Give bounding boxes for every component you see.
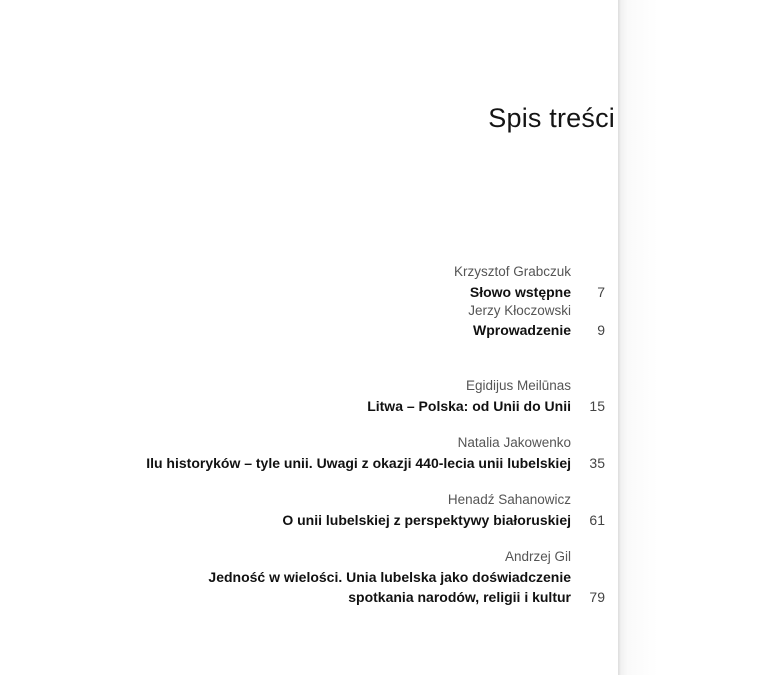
toc-title[interactable]: Słowo wstępne: [469, 284, 571, 300]
page-title: Spis treści: [488, 103, 615, 133]
toc-title[interactable]: Wprowadzenie: [472, 322, 571, 338]
toc-page-number[interactable]: 9: [597, 322, 605, 338]
toc-page-number[interactable]: 61: [589, 512, 605, 528]
toc-author: Henadź Sahanowicz: [447, 492, 571, 507]
toc-page-number[interactable]: 35: [589, 455, 605, 471]
toc-title[interactable]: Jedność w wielości. Unia lubelska jako doświadczenie: [208, 569, 571, 585]
toc-author: Jerzy Kłoczowski: [468, 303, 571, 318]
toc-title[interactable]: Ilu historyków – tyle unii. Uwagi z okazji 440-lecia unii lubelskiej: [146, 455, 571, 471]
toc-title[interactable]: O unii lubelskiej z perspektywy białoruskiej: [282, 512, 571, 528]
toc-author: Natalia Jakowenko: [457, 435, 571, 450]
toc-page-number[interactable]: 7: [597, 284, 605, 300]
toc-author: Andrzej Gil: [504, 549, 571, 564]
toc-title[interactable]: Litwa – Polska: od Unii do Unii: [367, 398, 571, 414]
toc-title-continuation[interactable]: spotkania narodów, religii i kultur: [348, 589, 571, 605]
toc-page-number[interactable]: 15: [589, 398, 605, 414]
toc-author: Krzysztof Grabczuk: [453, 264, 571, 279]
toc-author: Egidijus Meilūnas: [465, 378, 571, 393]
toc-page-number[interactable]: 79: [589, 589, 605, 605]
